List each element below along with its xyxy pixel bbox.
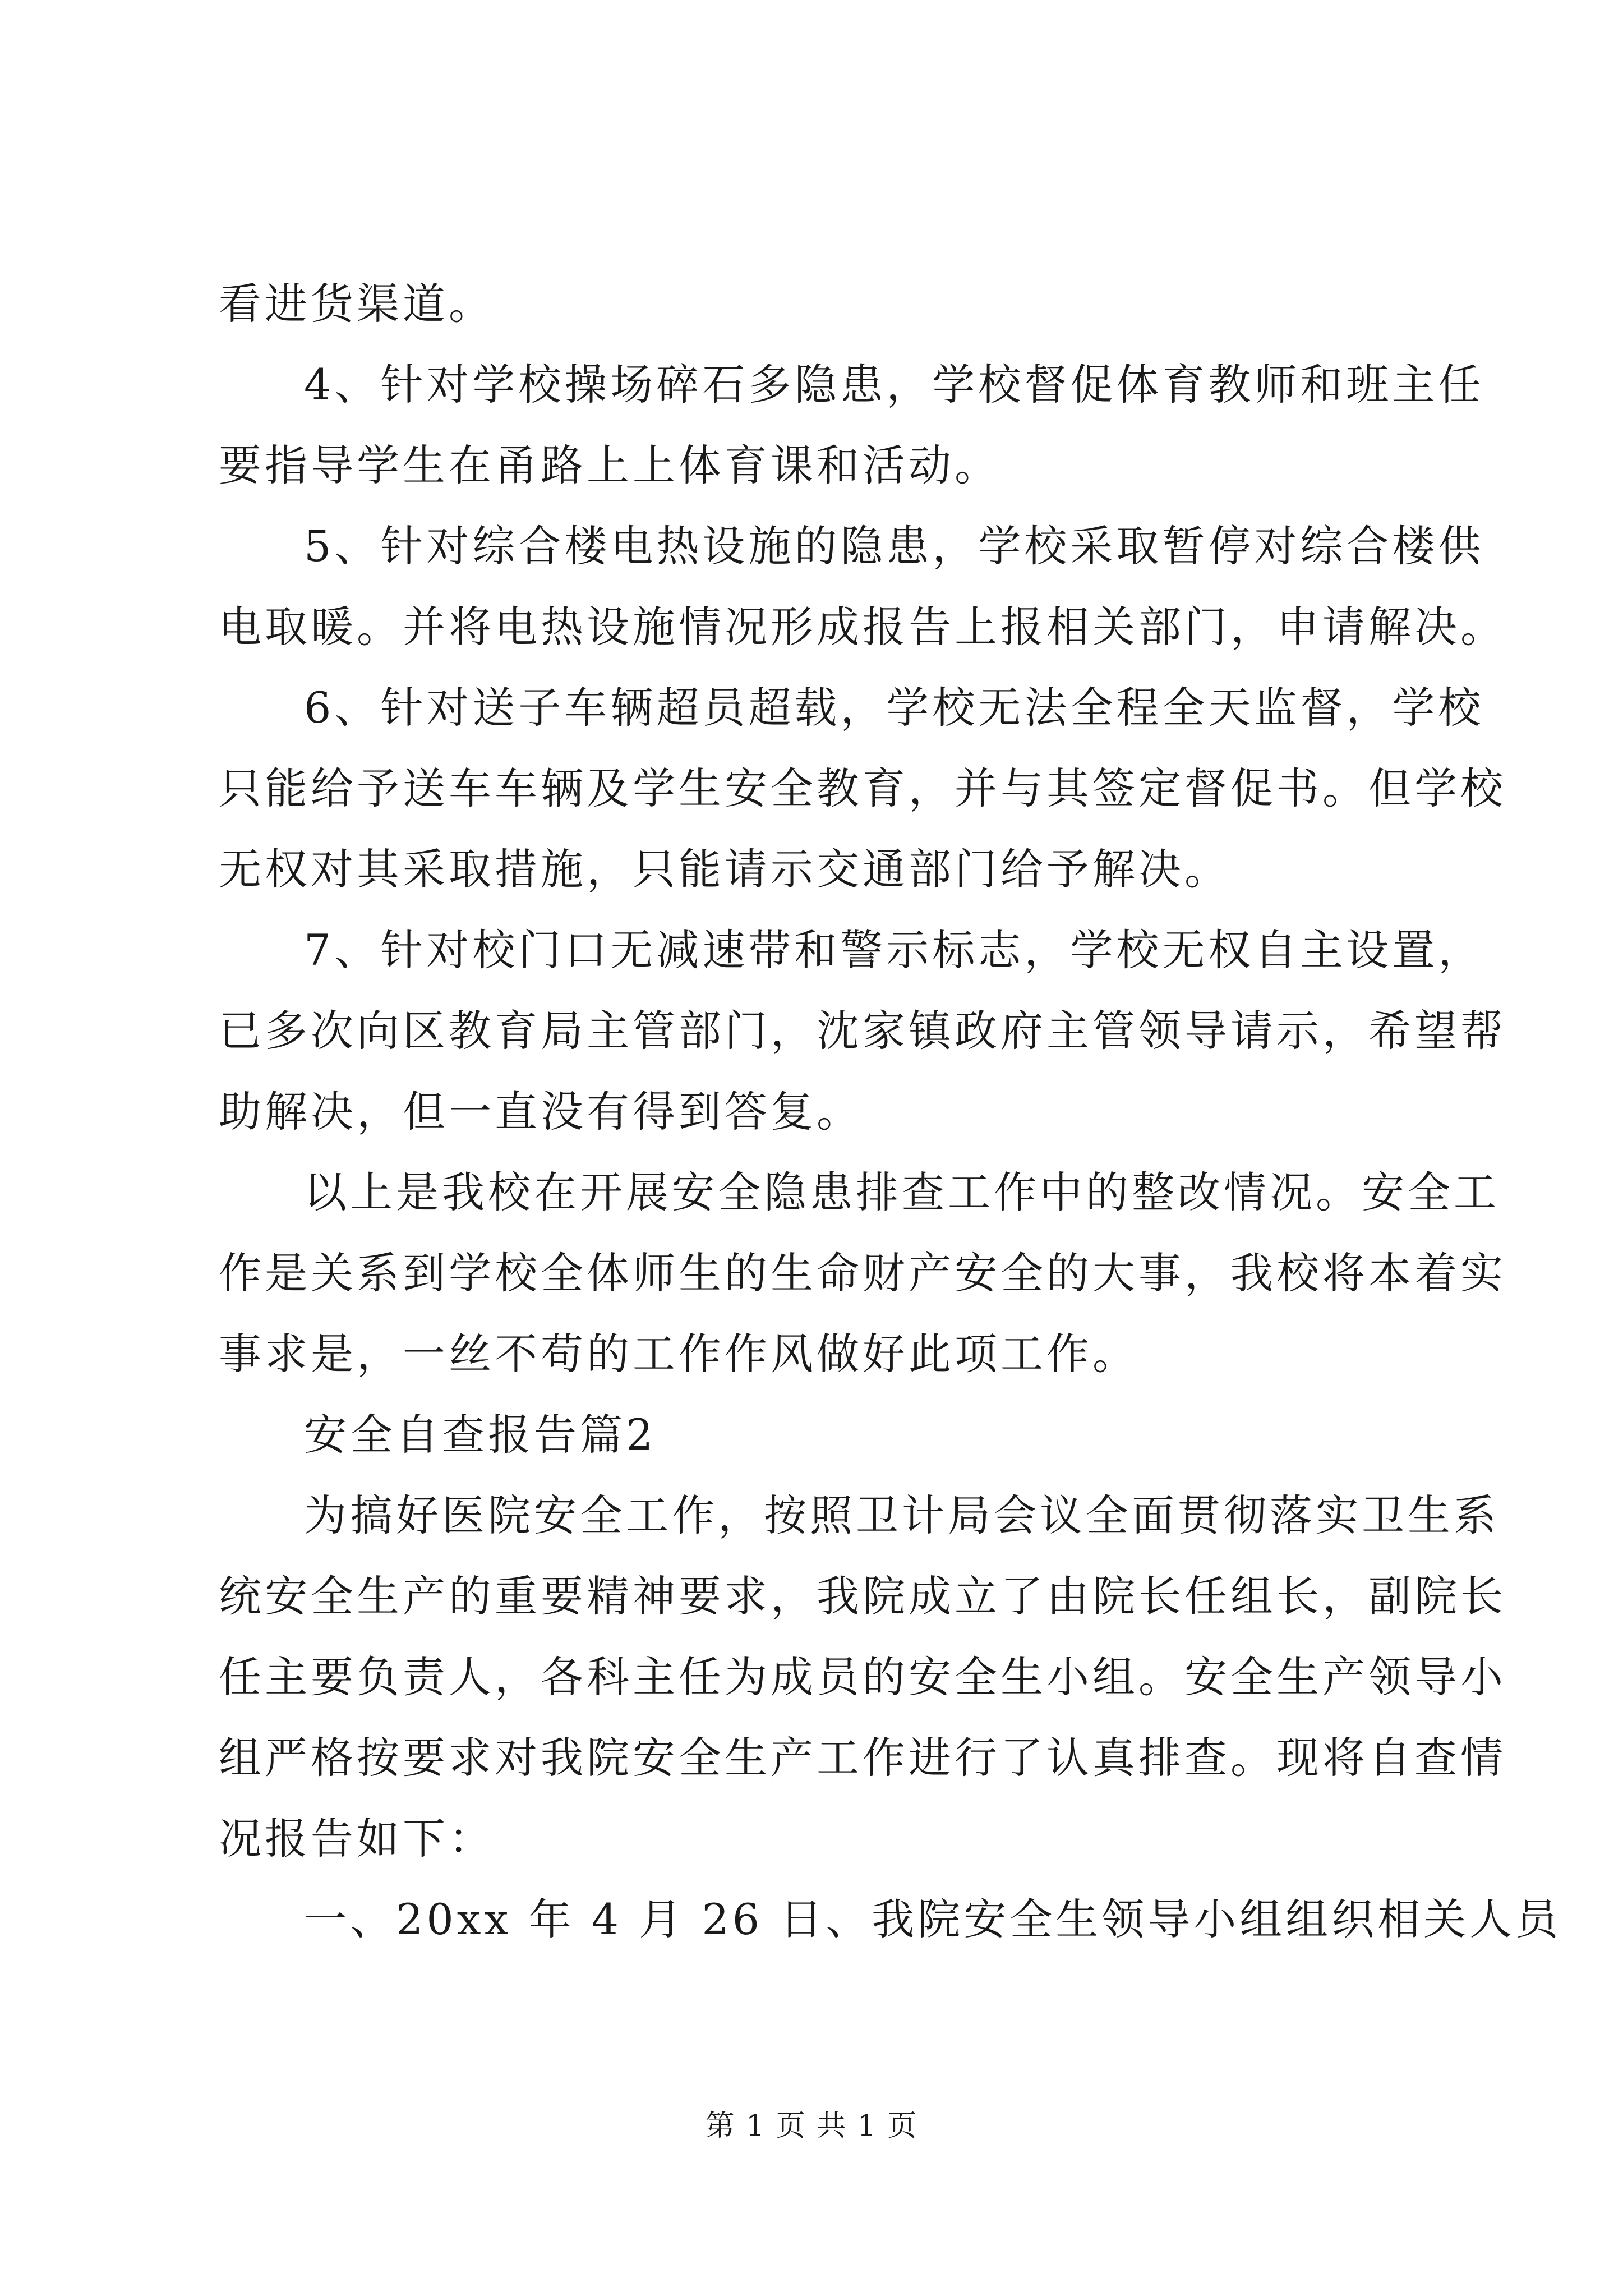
page-footer: [0, 2106, 1623, 2146]
text-line: 看进货渠道。: [219, 279, 495, 329]
paragraph-item-one: 一、20xx 年 4 月 26 日、我院安全生领导小组组织相关人员: [304, 1894, 1562, 1944]
text-line: 组严格按要求对我院安全生产工作进行了认真排查。现将自查情: [219, 1733, 1506, 1783]
text-line: 任主要负责人，各科主任为成员的安全生小组。安全生产领导小: [219, 1652, 1506, 1702]
text-line: 电取暖。并将电热设施情况形成报告上报相关部门，申请解决。: [219, 602, 1506, 652]
text-line: 助解决，但一直没有得到答复。: [219, 1087, 863, 1137]
text-line: 无权对其采取措施，只能请示交通部门给予解决。: [219, 844, 1230, 894]
paragraph-item-6: 6、针对送子车辆超员超载，学校无法全程全天监督，学校: [304, 683, 1484, 733]
text-line: 事求是，一丝不苟的工作作风做好此项工作。: [219, 1329, 1138, 1379]
text-line: 要指导学生在甬路上上体育课和活动。: [219, 440, 1000, 490]
text-line: 作是关系到学校全体师生的生命财产安全的大事，我校将本着实: [219, 1248, 1506, 1298]
paragraph-item-4: 4、针对学校操场碎石多隐患，学校督促体育教师和班主任: [304, 360, 1484, 409]
section-heading: 安全自查报告篇2: [304, 1410, 657, 1460]
paragraph-intro: 为搞好医院安全工作，按照卫计局会议全面贯彻落实卫生系: [304, 1490, 1500, 1540]
paragraph-summary: 以上是我校在开展安全隐患排查工作中的整改情况。安全工: [304, 1167, 1500, 1217]
paragraph-item-7: 7、针对校门口无减速带和警示标志，学校无权自主设置，: [304, 925, 1484, 975]
document-body: [219, 264, 1562, 1960]
page-number: 第 1 页 共 1 页: [705, 2109, 918, 2143]
text-line: 况报告如下：: [219, 1814, 495, 1864]
text-line: 已多次向区教育局主管部门，沈家镇政府主管领导请示，希望帮: [219, 1006, 1506, 1056]
text-line: 只能给予送车车辆及学生安全教育，并与其签定督促书。但学校: [219, 763, 1506, 813]
paragraph-item-5: 5、针对综合楼电热设施的隐患，学校采取暂停对综合楼供: [304, 521, 1484, 571]
text-line: 统安全生产的重要精神要求，我院成立了由院长任组长，副院长: [219, 1571, 1506, 1621]
